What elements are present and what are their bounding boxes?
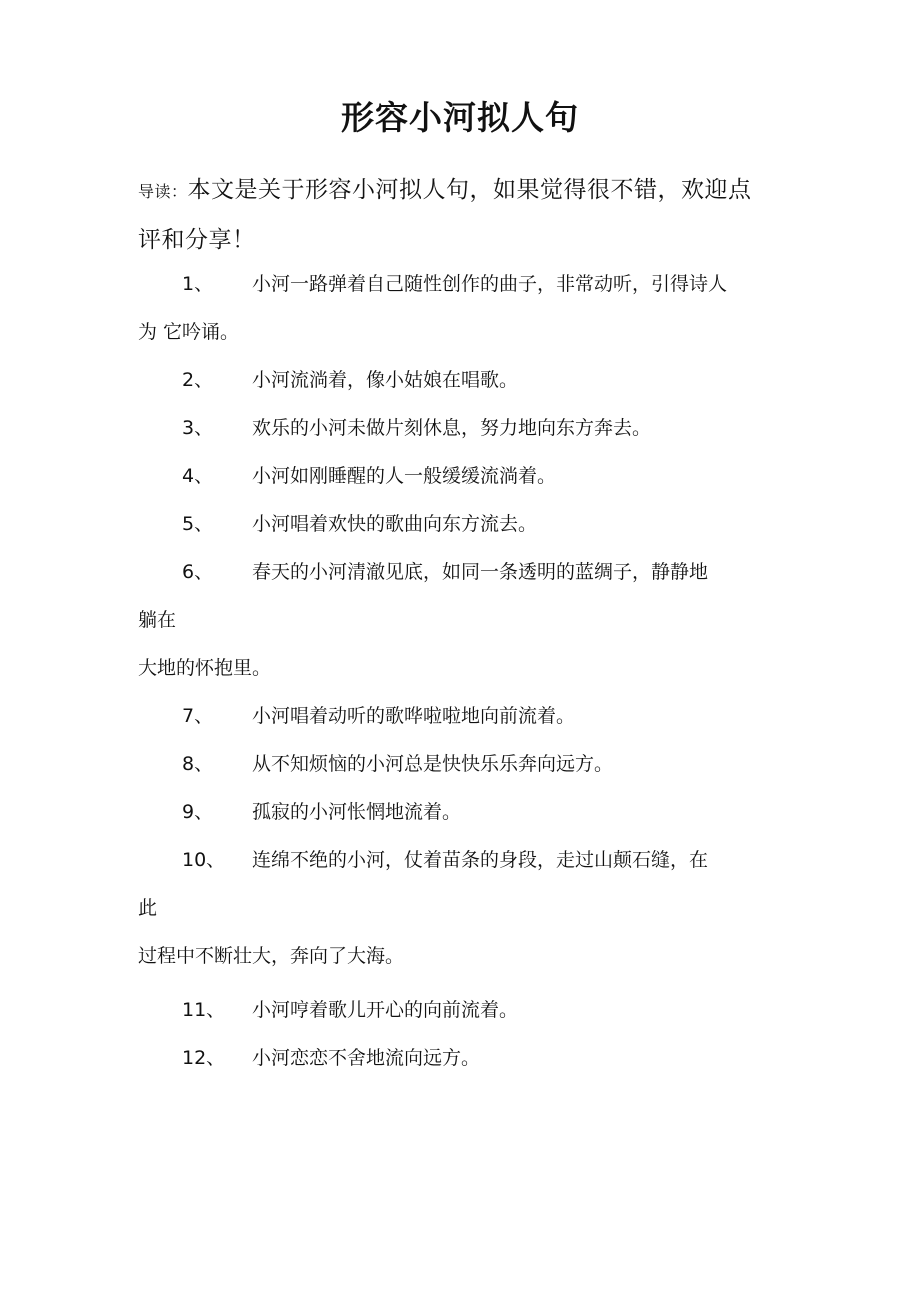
item-text-line: 小河如刚睡醒的人一般缓缓流淌着。 <box>252 465 557 487</box>
item-text-line: 春天的小河清澈见底，如同一条透明的蓝绸子，静静地 <box>252 561 709 583</box>
item-number: 9、 <box>182 801 214 823</box>
list-item-6 <box>138 548 798 692</box>
item-text-line: 此 <box>138 897 158 919</box>
item-number: 2、 <box>182 369 214 391</box>
list-item-4 <box>138 452 798 500</box>
item-number: 11、 <box>182 999 226 1021</box>
item-text-line: 连绵不绝的小河，仗着苗条的身段，走过山颠石缝，在 <box>252 849 709 871</box>
list-item-11 <box>138 986 798 1034</box>
intro-lead: 导读： <box>138 182 188 201</box>
item-text-line: 为 它吟诵。 <box>138 321 240 343</box>
item-text-line: 从不知烦恼的小河总是快快乐乐奔向远方。 <box>252 753 614 775</box>
item-number: 7、 <box>182 705 214 727</box>
list-item-2 <box>138 356 798 404</box>
item-text-line: 小河一路弹着自己随性创作的曲子，非常动听，引得诗人 <box>252 273 728 295</box>
item-number: 8、 <box>182 753 214 775</box>
item-number: 1、 <box>182 273 214 295</box>
intro-text-line-2: 评和分享！ <box>138 227 256 253</box>
item-text-line: 小河唱着欢快的歌曲向东方流去。 <box>252 513 538 535</box>
item-text-line: 小河哼着歌儿开心的向前流着。 <box>252 999 519 1021</box>
item-text-line: 躺在 <box>138 609 177 631</box>
item-number: 3、 <box>182 417 214 439</box>
intro-paragraph <box>138 166 788 264</box>
item-number: 5、 <box>182 513 214 535</box>
list-item-1 <box>138 260 798 356</box>
list-item-12 <box>138 1034 798 1082</box>
intro-text-line-1: 本文是关于形容小河拟人句，如果觉得很不错，欢迎点 <box>187 177 752 203</box>
item-text-line: 孤寂的小河怅惘地流着。 <box>252 801 462 823</box>
item-text-line: 过程中不断壮大，奔向了大海。 <box>138 945 405 967</box>
item-number: 6、 <box>182 561 214 583</box>
item-text-line: 小河流淌着，像小姑娘在唱歌。 <box>252 369 519 391</box>
item-text-line: 欢乐的小河未做片刻休息，努力地向东方奔去。 <box>252 417 652 439</box>
list-item-7 <box>138 692 798 740</box>
list-item-10 <box>138 836 798 980</box>
item-number: 10、 <box>182 849 226 871</box>
list-item-9 <box>138 788 798 836</box>
list-item-5 <box>138 500 798 548</box>
list-item-8 <box>138 740 798 788</box>
page-title: 形容小河拟人句 <box>341 98 579 137</box>
item-text-line: 大地的怀抱里。 <box>138 657 272 679</box>
list-item-3 <box>138 404 798 452</box>
item-text-line: 小河恋恋不舍地流向远方。 <box>252 1047 481 1069</box>
item-text-line: 小河唱着动听的歌哗啦啦地向前流着。 <box>252 705 576 727</box>
item-number: 12、 <box>182 1047 226 1069</box>
item-number: 4、 <box>182 465 214 487</box>
